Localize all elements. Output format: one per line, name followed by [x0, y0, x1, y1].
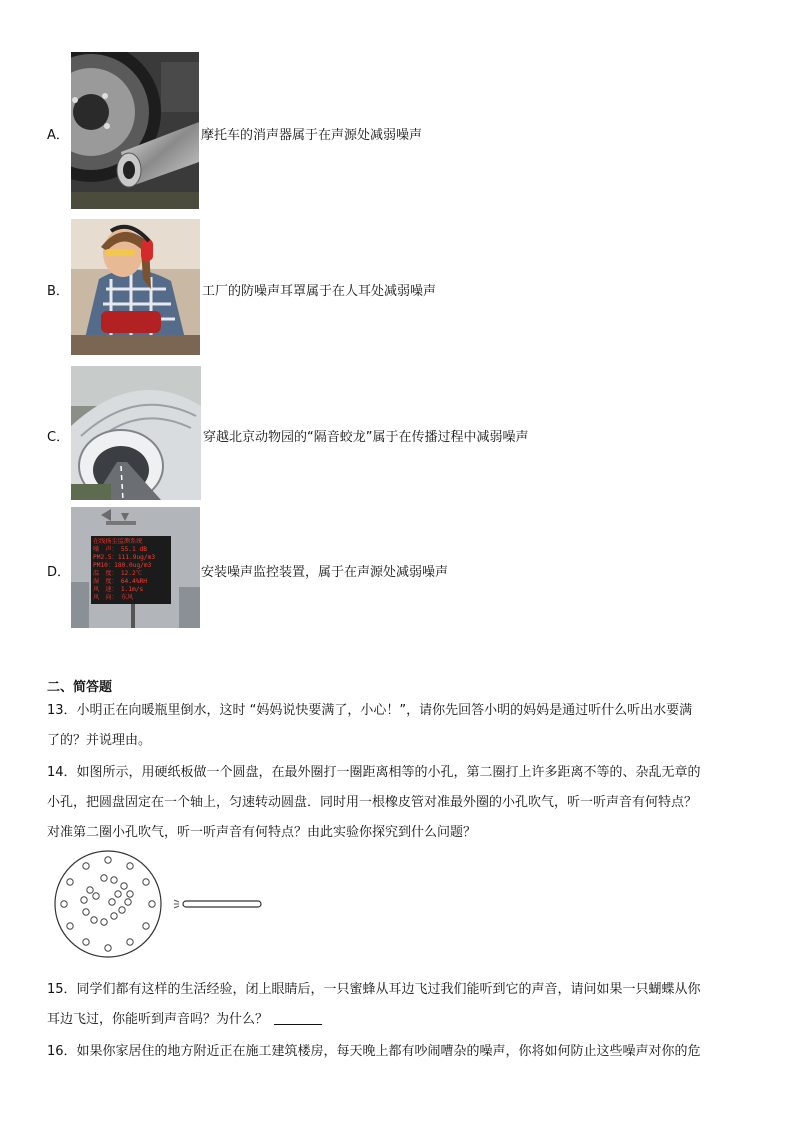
question-line: 15．同学们都有这样的生活经验，闭上眼睛后，一只蜜蜂从耳边飞过我们能听到它的声音，请问如果一只蝴蝶从你 [47, 982, 701, 997]
question-line: 对准第二圈小孔吹气，听一听声音有何特点？由此实验你探究到什么问题？ [47, 825, 477, 840]
monitor-line: PM10：180.0ug/m3 [93, 562, 152, 569]
noise-monitor-display-photo [71, 507, 200, 628]
option-letter: A． [47, 128, 69, 143]
question-16 [47, 1037, 759, 1067]
question-line-with-blank [47, 1005, 759, 1035]
section-title: 二、简答题 [47, 680, 113, 695]
monitor-line: 湿 度： 64.4%RH [93, 578, 147, 585]
question-13 [47, 696, 759, 756]
question-line: 13．小明正在向暖瓶里倒水，这时 “妈妈说快要满了，小心！”，请你先回答小明的妈妈是通过听什么听出水要满 [47, 703, 693, 718]
question-15 [47, 975, 759, 1035]
monitor-line: 在线扬尘监测系统 [93, 538, 143, 545]
option-text: 穿越北京动物园的“隔音蛟龙”属于在传播过程中减弱噪声 [203, 430, 529, 445]
option-text: 安装噪声监控装置，属于在声源处减弱噪声 [201, 565, 449, 580]
question-line: 耳边飞过，你能听到声音吗？为什么？ [47, 1012, 269, 1027]
monitor-line: 温 度： 12.2℃ [93, 570, 142, 577]
worker-earmuff-photo [71, 219, 200, 355]
monitor-line: 风 速： 1.1m/s [93, 586, 144, 593]
question-14 [47, 758, 759, 848]
answer-blank[interactable] [274, 1010, 322, 1025]
motorcycle-muffler-photo [71, 52, 199, 209]
question-line: 小孔，把圆盘固定在一个轴上，匀速转动圆盘．同时用一根橡皮管对准最外圈的小孔吹气，听一听声音有何特点？ [47, 795, 698, 810]
question-line: 14．如图所示，用硬纸板做一个圆盘，在最外圈打一圈距离相等的小孔，第二圈打上许多距离不等的、杂乱无章的 [47, 765, 701, 780]
option-text: 摩托车的消声器属于在声源处减弱噪声 [201, 128, 423, 143]
monitor-screen [93, 538, 169, 602]
monitor-line: 噪 声： 55.1 dB [93, 546, 147, 553]
sound-barrier-tunnel-photo [71, 366, 201, 500]
question-line: 16．如果你家居住的地方附近正在施工建筑楼房，每天晚上都有吵闹嘈杂的噪声，你将如何防止这些噪声对你的危 [47, 1044, 701, 1059]
option-letter: D． [47, 565, 71, 580]
question-line: 了的？并说理由。 [47, 733, 152, 748]
option-letter: C． [47, 430, 70, 445]
monitor-line: PM2.5：111.9ug/m3 [93, 554, 156, 561]
monitor-line: 风 向： 东风 [93, 594, 134, 601]
option-text: 工厂的防噪声耳罩属于在人耳处减弱噪声 [202, 284, 437, 299]
perforated-disk-figure [52, 850, 267, 962]
option-letter: B． [47, 284, 69, 299]
